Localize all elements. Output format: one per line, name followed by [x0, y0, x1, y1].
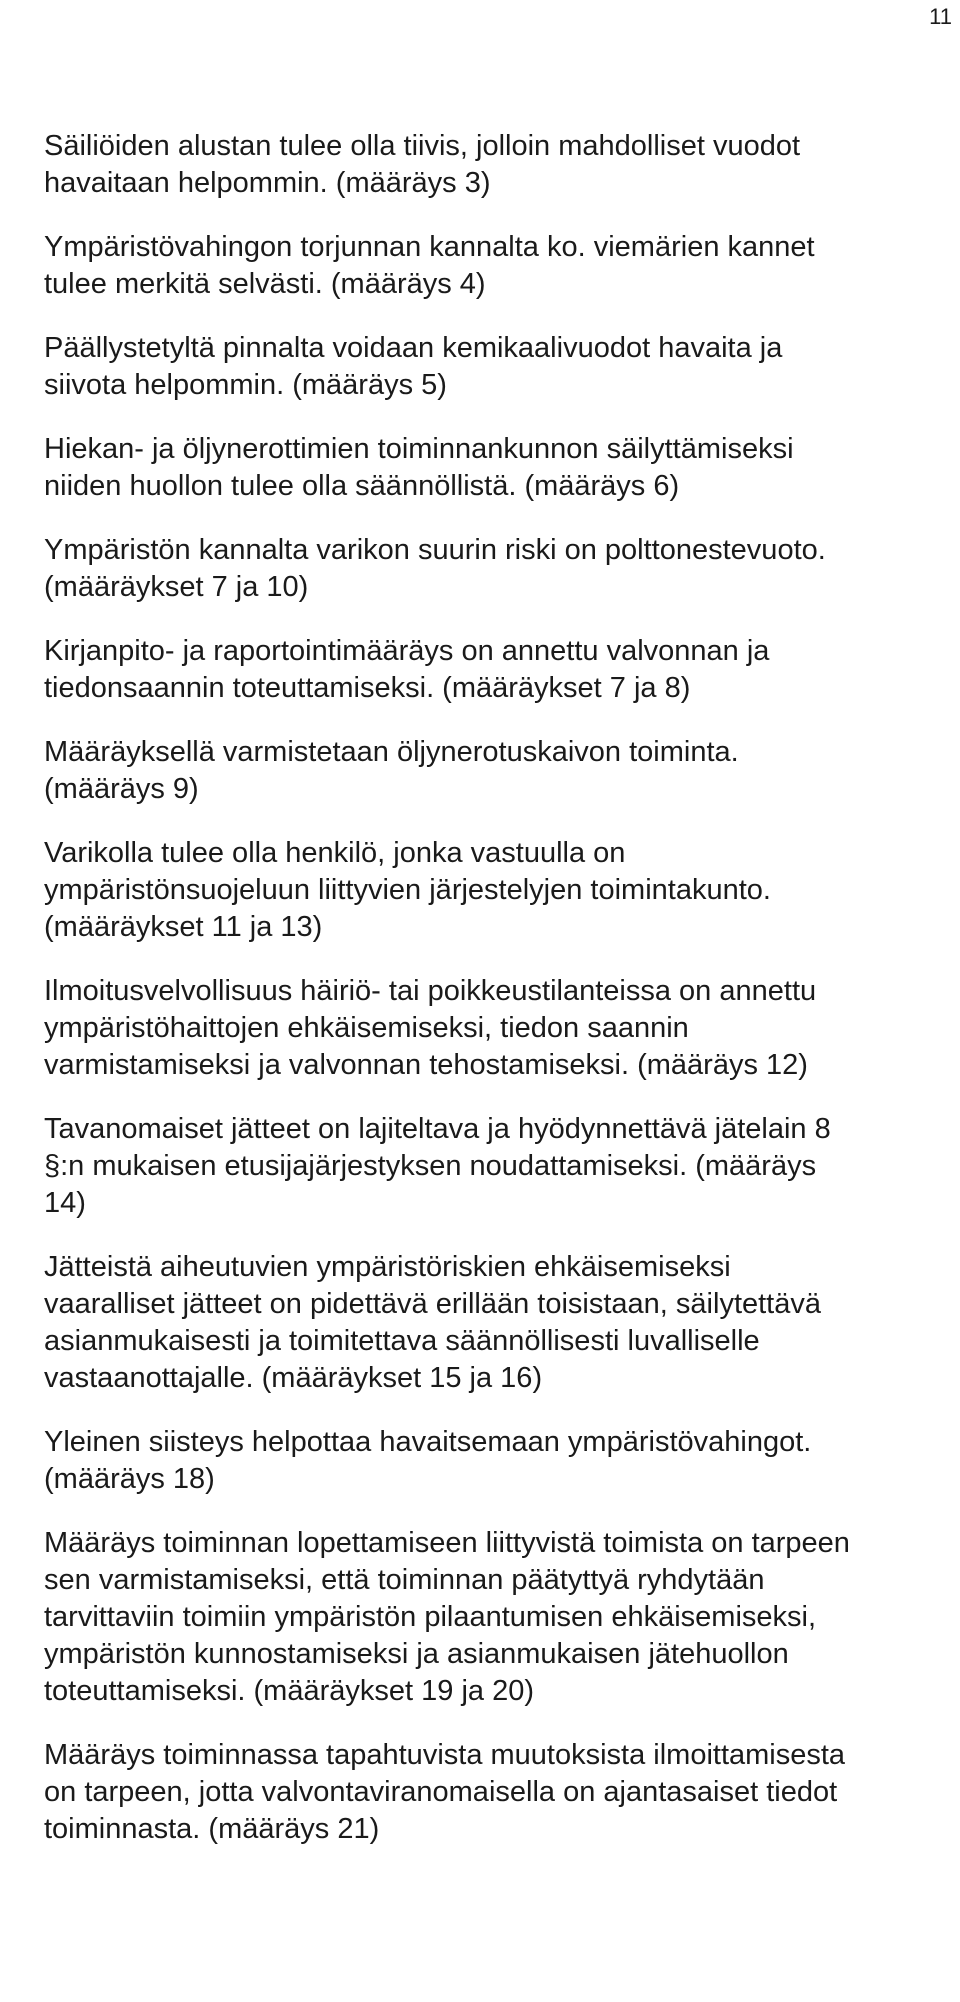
paragraph-2: Ympäristövahingon torjunnan kannalta ko. viemärien kannet tulee merkitä selvästi. (määräys 4): [44, 231, 815, 300]
paragraph-14: Määräys toiminnassa tapahtuvista muutoksista ilmoittamisesta on tarpeen, jotta valvontaviranomaisella on ajantasaiset tiedot toiminnasta. (määräys 21): [44, 1739, 846, 1845]
paragraph-6: Kirjanpito- ja raportointimääräys on annettu valvonnan ja tiedonsaannin toteuttamiseksi. (määräykset 7 ja 8): [44, 635, 770, 704]
paragraph-10: Tavanomaiset jätteet on lajiteltava ja hyödynnettävä jätelain 8 §:n mukaisen etusijajärjestyksen noudattamiseksi. (määräys 14): [44, 1113, 831, 1219]
paragraph-5: Ympäristön kannalta varikon suurin riski on polttonestevuoto. (määräykset 7 ja 10): [44, 534, 826, 603]
document-body: [44, 128, 944, 1875]
paragraph-8: Varikolla tulee olla henkilö, jonka vastuulla on ympäristönsuojeluun liittyvien järjestelyjen toimintakunto. (määräykset 11 ja 13): [44, 837, 771, 943]
page-number: 11: [929, 4, 952, 29]
paragraph-13: Määräys toiminnan lopettamiseen liittyvistä toimista on tarpeen sen varmistamiseksi, että toiminnan päätyttyä ryhdytään tarvittaviin toimiin ympäristön pilaantumisen ehkäisemiseksi, ympäristön kunnostamiseksi ja asianmukaisen jätehuollon toteuttamiseksi. (määräykset 19 ja 20): [44, 1527, 850, 1707]
paragraph-7: Määräyksellä varmistetaan öljynerotuskaivon toiminta. (määräys 9): [44, 736, 739, 805]
paragraph-4: Hiekan- ja öljynerottimien toiminnankunnon säilyttämiseksi niiden huollon tulee olla säännöllistä. (määräys 6): [44, 433, 794, 502]
paragraph-9: Ilmoitusvelvollisuus häiriö- tai poikkeustilanteissa on annettu ympäristöhaittojen ehkäisemiseksi, tiedon saannin varmistamiseksi ja valvonnan tehostamiseksi. (määräys 12): [44, 975, 817, 1081]
paragraph-11: Jätteistä aiheutuvien ympäristöriskien ehkäisemiseksi vaaralliset jätteet on pidettävä erillään toisistaan, säilytettävä asianmukaisesti ja toimitettava säännöllisesti luvalliselle vastaanottajalle. (määräykset 15 ja 16): [44, 1251, 821, 1394]
paragraph-1: Säiliöiden alustan tulee olla tiivis, jolloin mahdolliset vuodot havaitaan helpommin. (määräys 3): [44, 130, 801, 199]
paragraph-3: Päällystetyltä pinnalta voidaan kemikaalivuodot havaita ja siivota helpommin. (määräys 5): [44, 332, 783, 401]
paragraph-12: Yleinen siisteys helpottaa havaitsemaan ympäristövahingot. (määräys 18): [44, 1426, 812, 1495]
